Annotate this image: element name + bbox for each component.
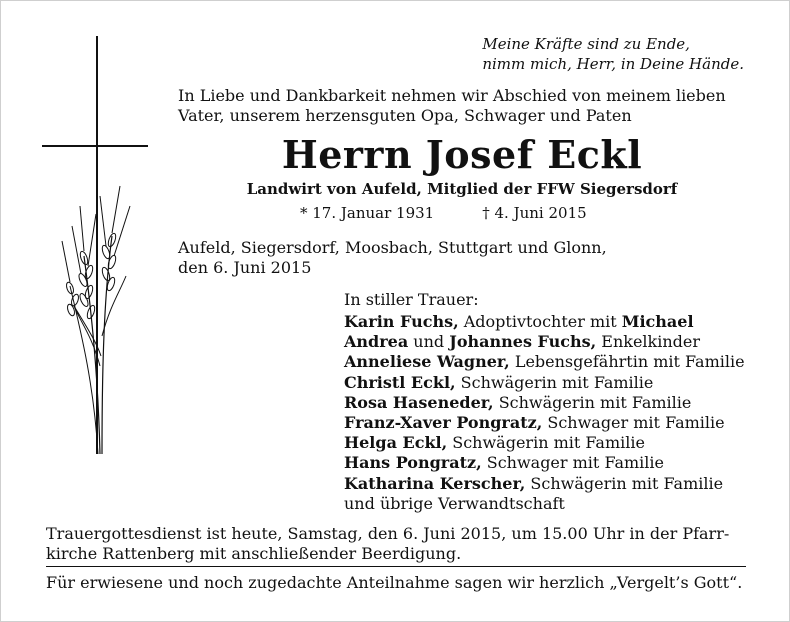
mourner-line [344, 413, 745, 433]
mourner-line [344, 312, 745, 332]
mourner-line [344, 332, 745, 352]
birth-date: * 17. Januar 1931 [300, 204, 435, 222]
funeral-service-text [46, 524, 729, 564]
cross-with-wheat-icon [40, 36, 160, 458]
mourner-relation: Enkelkinder [596, 332, 701, 352]
mourner-line [344, 453, 745, 473]
divider [46, 566, 746, 567]
mourner-name: Anneliese Wagner, [344, 352, 510, 372]
places-line: Aufeld, Siegersdorf, Moosbach, Stuttgart und Glonn, [178, 238, 607, 257]
mourner-name: Christl Eckl, [344, 372, 456, 392]
deceased-subtitle: Landwirt von Aufeld, Mitglied der FFW Siegersdorf [246, 180, 678, 198]
mourner-relation: und übrige Verwandtschaft [344, 493, 565, 513]
notice-date: den 6. Juni 2015 [178, 258, 312, 277]
mourner-name: Franz-Xaver Pongratz, [344, 413, 543, 433]
mourner-line [344, 373, 745, 393]
mourner-name: Rosa Haseneder, [344, 392, 494, 412]
mourner-line [344, 494, 745, 514]
mourners-heading: In stiller Trauer: [344, 290, 479, 309]
mourner-relation: Schwägerin mit Familie [455, 372, 654, 392]
thanks-text: Für erwiesene und noch zugedachte Anteilnahme sagen wir herzlich „Vergelt’s Gott“. [46, 573, 743, 592]
mourner-line [344, 352, 745, 372]
mourner-relation: Lebensgefährtin mit Familie [509, 352, 745, 372]
mourners-list [344, 312, 745, 514]
mourner-relation: Schwägerin mit Familie [493, 392, 692, 412]
mourner-relation: Adoptivtochter mit [458, 312, 622, 331]
service-line-1: Trauergottesdienst ist heute, Samstag, den 6. Juni 2015, um 15.00 Uhr in der Pfarr- [46, 524, 730, 543]
mourner-relation: und [408, 332, 450, 352]
death-date: † 4. Juni 2015 [482, 204, 587, 222]
mourner-name: Johannes Fuchs, [449, 332, 597, 352]
mourner-relation: Schwager mit Familie [542, 413, 725, 433]
intro-text [178, 86, 726, 126]
mourner-relation: Schwager mit Familie [481, 453, 664, 473]
intro-line-1: In Liebe und Dankbarkeit nehmen wir Abschied von meinem lieben [178, 86, 726, 105]
deceased-name: Herrn Josef Eckl [281, 132, 643, 177]
life-dates [300, 203, 587, 223]
verse-line-2: nimm mich, Herr, in Deine Hände. [482, 55, 744, 73]
verse-line-1: Meine Kräfte sind zu Ende, [482, 35, 690, 53]
mourner-name: Helga Eckl, [344, 433, 448, 453]
bible-verse [482, 34, 744, 74]
intro-line-2: Vater, unserem herzensguten Opa, Schwager und Paten [178, 106, 632, 125]
service-line-2: kirche Rattenberg mit anschließender Beerdigung. [46, 544, 462, 563]
places-and-date [178, 238, 607, 278]
mourner-name: Hans Pongratz, [344, 453, 482, 473]
mourner-line [344, 393, 745, 413]
mourner-name: Karin Fuchs, [344, 312, 459, 331]
mourner-name: Katharina Kerscher, [344, 473, 526, 493]
mourner-relation: Schwägerin mit Familie [525, 473, 724, 493]
mourner-name: Andrea [344, 332, 409, 352]
mourner-line [344, 474, 745, 494]
mourner-line [344, 433, 745, 453]
mourner-relation: Schwägerin mit Familie [447, 433, 645, 453]
mourner-name: Michael [621, 312, 694, 331]
